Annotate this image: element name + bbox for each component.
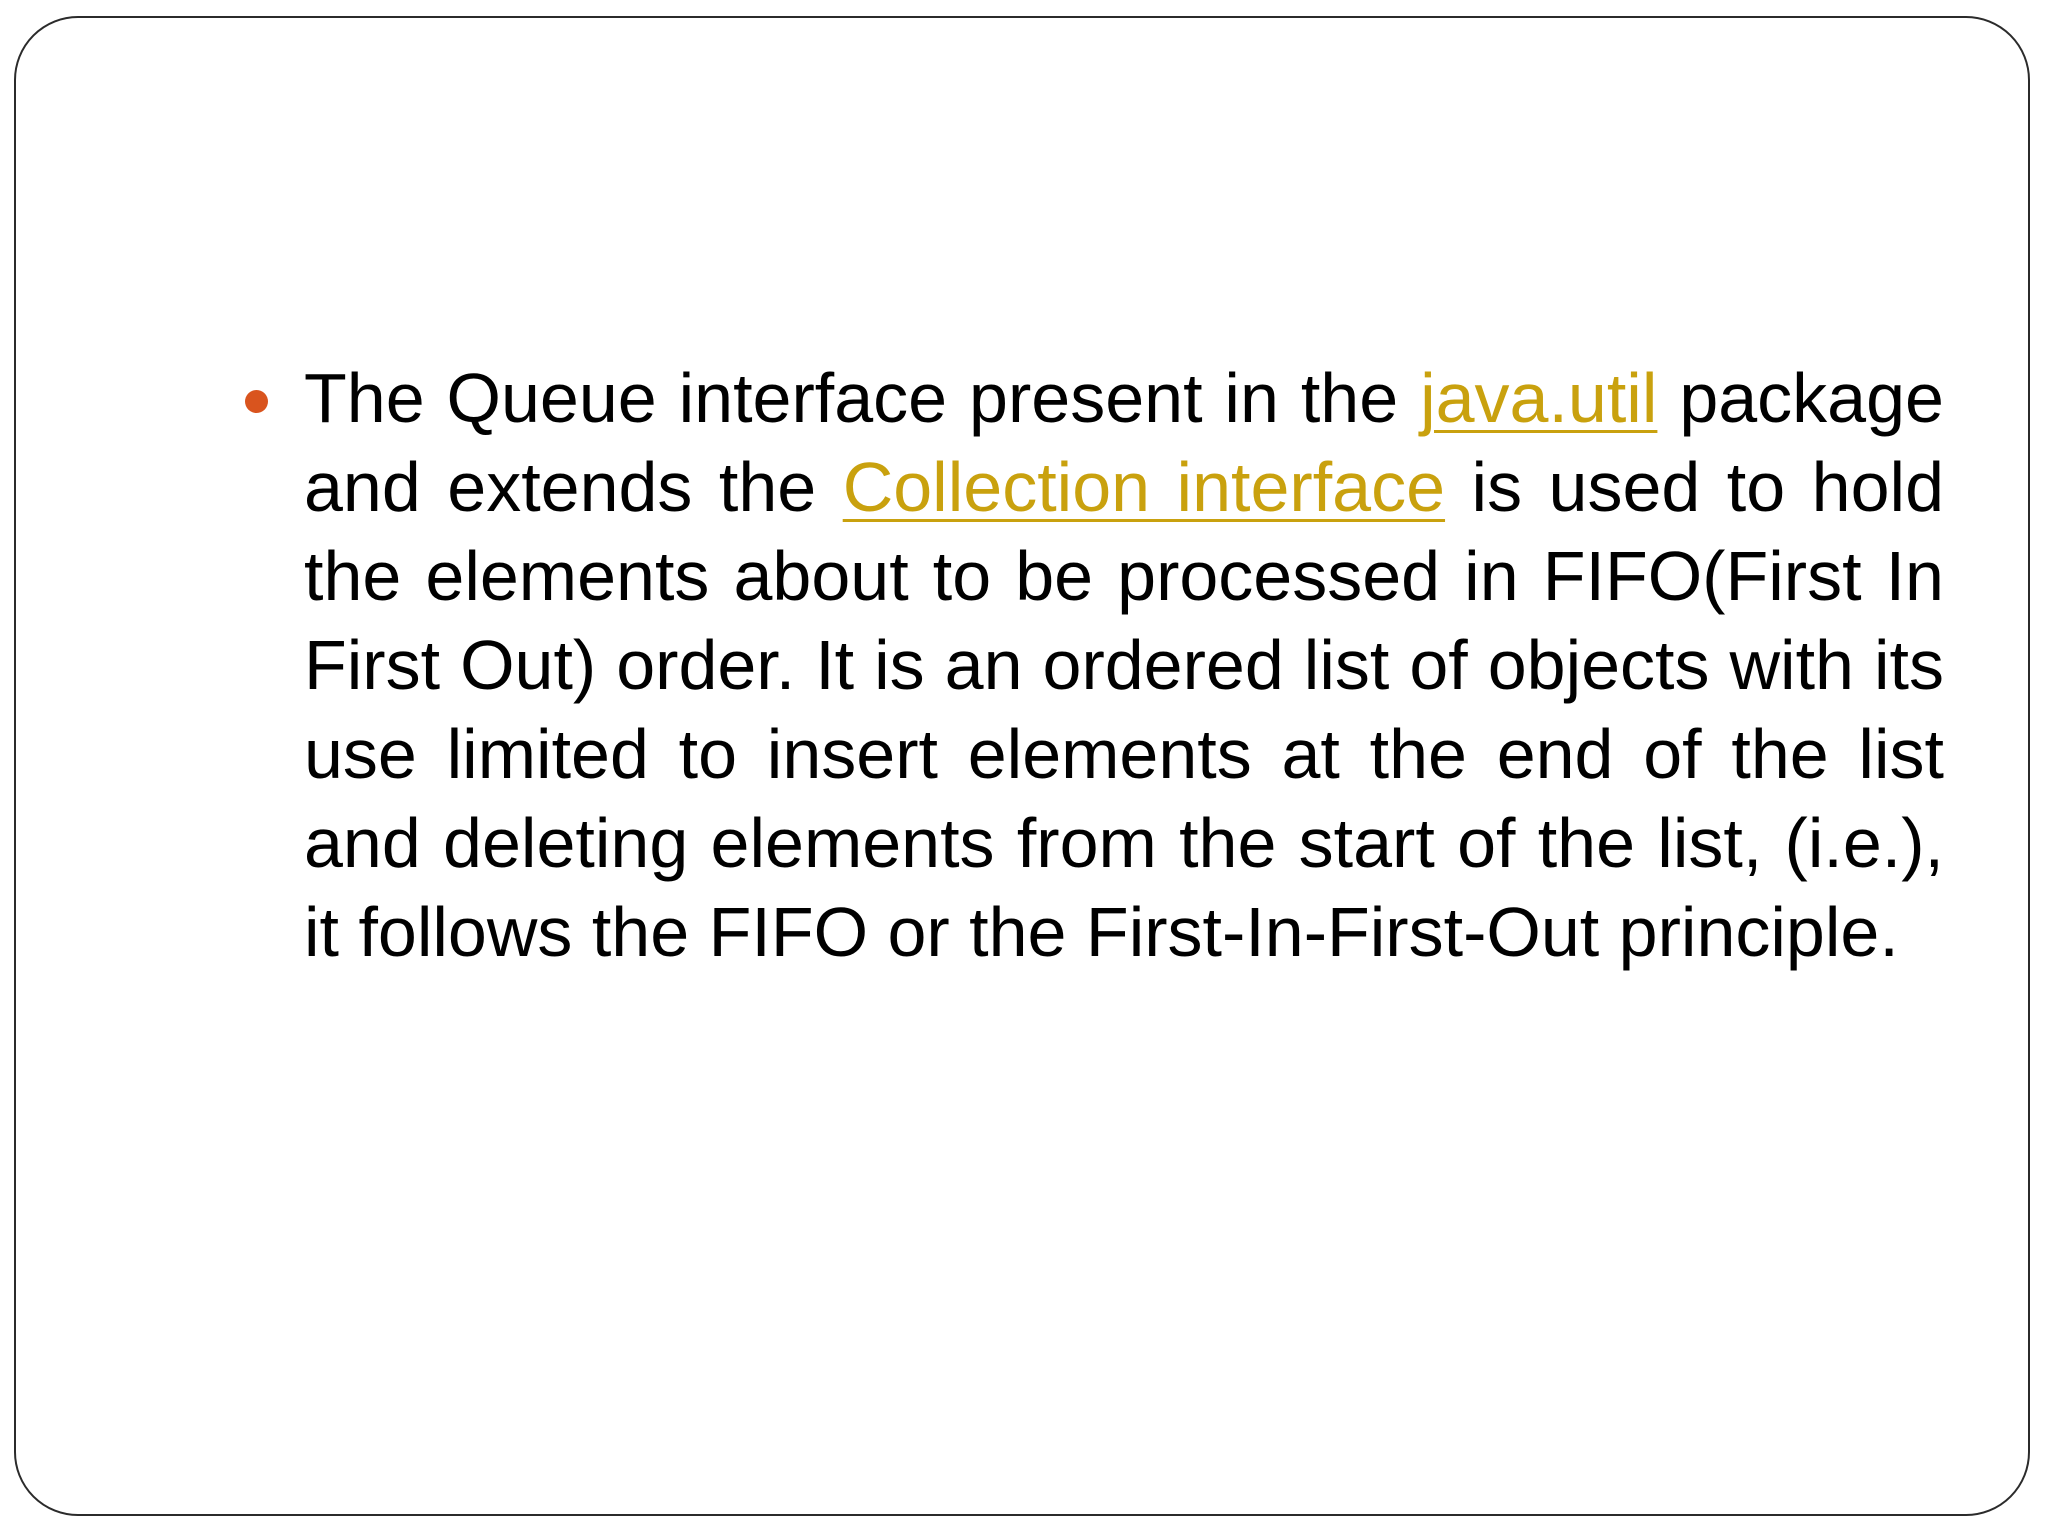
bullet-text-intro: The Queue interface present in the [304,359,1421,437]
slide-frame [14,16,2030,1516]
bullet-icon [245,390,268,413]
slide-content [304,354,1944,977]
bullet-text-rest: is used to hold the elements about to be processed in FIFO(First In First Out) order. It is an ordered list of objects with its use limited to insert elements at the end of the list and deleting elements from the start of the list, (i.e.), it follows the FIFO or the First-In-First-Out principle. [304,448,1945,971]
bullet-text-middle: package and extends the [304,359,1944,526]
bullet-item [304,354,1944,977]
collection-interface-link[interactable]: Collection interface [842,448,1446,526]
java-util-link[interactable]: java.util [1420,359,1658,437]
